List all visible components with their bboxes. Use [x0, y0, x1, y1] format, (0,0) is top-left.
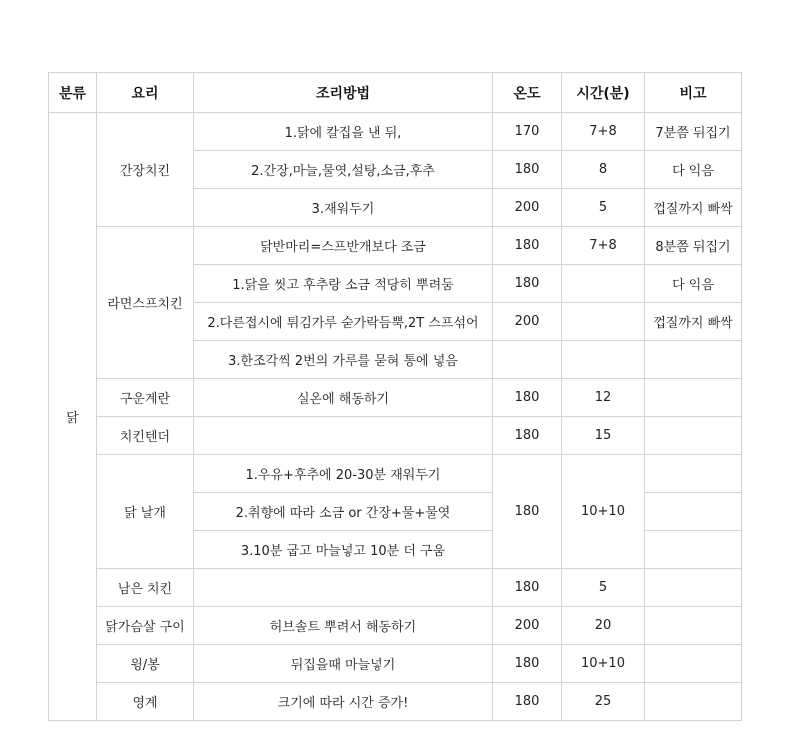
note-cell — [645, 645, 742, 683]
note-cell — [645, 493, 742, 531]
table-row — [49, 227, 742, 265]
note-cell — [645, 683, 742, 721]
temperature-cell: 200 — [493, 303, 562, 341]
note-cell: 다 익음 — [645, 265, 742, 303]
method-cell — [194, 417, 493, 455]
dish-name-cell: 치킨텐더 — [97, 417, 194, 455]
note-cell: 7분쯤 뒤집기 — [645, 113, 742, 151]
dish-name-cell: 닭가슴살 구이 — [97, 607, 194, 645]
temperature-cell: 180 — [493, 379, 562, 417]
note-cell — [645, 379, 742, 417]
note-cell: 다 익음 — [645, 151, 742, 189]
method-cell: 1.우유+후추에 20-30분 재워두기 — [194, 455, 493, 493]
header-temperature: 온도 — [493, 73, 562, 113]
header-dish: 요리 — [97, 73, 194, 113]
table-row — [49, 113, 742, 151]
temperature-cell: 200 — [493, 189, 562, 227]
time-cell: 10+10 — [562, 455, 645, 569]
time-cell: 5 — [562, 569, 645, 607]
dish-name-cell: 남은 치킨 — [97, 569, 194, 607]
time-cell: 15 — [562, 417, 645, 455]
table-row — [49, 417, 742, 455]
temperature-cell: 180 — [493, 683, 562, 721]
temperature-cell: 170 — [493, 113, 562, 151]
category-cell: 닭 — [49, 113, 97, 721]
temperature-cell: 180 — [493, 417, 562, 455]
note-cell: 껍질까지 빠싹 — [645, 189, 742, 227]
table-row — [49, 645, 742, 683]
method-cell — [194, 569, 493, 607]
method-cell: 크기에 따라 시간 증가! — [194, 683, 493, 721]
temperature-cell — [493, 341, 562, 379]
method-cell: 허브솔트 뿌려서 해동하기 — [194, 607, 493, 645]
note-cell — [645, 531, 742, 569]
dish-name-cell: 영계 — [97, 683, 194, 721]
dish-name-cell: 닭 날개 — [97, 455, 194, 569]
time-cell: 20 — [562, 607, 645, 645]
dish-name-cell: 윙/봉 — [97, 645, 194, 683]
temperature-cell: 180 — [493, 569, 562, 607]
method-cell: 닭반마리=스프반개보다 조금 — [194, 227, 493, 265]
method-cell: 실온에 해동하기 — [194, 379, 493, 417]
time-cell — [562, 303, 645, 341]
method-cell: 3.10분 굽고 마늘넣고 10분 더 구움 — [194, 531, 493, 569]
header-note: 비고 — [645, 73, 742, 113]
method-cell: 3.재워두기 — [194, 189, 493, 227]
temperature-cell: 180 — [493, 151, 562, 189]
table-row — [49, 455, 742, 493]
note-cell: 8분쯤 뒤집기 — [645, 227, 742, 265]
time-cell: 25 — [562, 683, 645, 721]
table-row — [49, 569, 742, 607]
time-cell — [562, 341, 645, 379]
method-cell: 1.닭에 칼집을 낸 뒤, — [194, 113, 493, 151]
note-cell — [645, 569, 742, 607]
note-cell — [645, 417, 742, 455]
note-cell — [645, 455, 742, 493]
temperature-cell: 180 — [493, 227, 562, 265]
note-cell: 껍질까지 빠싹 — [645, 303, 742, 341]
method-cell: 1.닭을 씻고 후추랑 소금 적당히 뿌려둠 — [194, 265, 493, 303]
table-header — [49, 73, 742, 113]
dish-name-cell: 구운계란 — [97, 379, 194, 417]
method-cell: 2.다른접시에 튀김가루 숟가락듬뿍,2T 스프섞어 — [194, 303, 493, 341]
table-row — [49, 607, 742, 645]
table-row — [49, 379, 742, 417]
temperature-cell: 200 — [493, 607, 562, 645]
note-cell — [645, 607, 742, 645]
time-cell — [562, 265, 645, 303]
recipe-table — [48, 72, 742, 721]
table-body — [49, 113, 742, 721]
method-cell: 2.취향에 따라 소금 or 간장+물+물엿 — [194, 493, 493, 531]
temperature-cell: 180 — [493, 455, 562, 569]
time-cell: 12 — [562, 379, 645, 417]
table-row — [49, 683, 742, 721]
method-cell: 3.한조각씩 2번의 가루를 묻혀 통에 넣음 — [194, 341, 493, 379]
header-method: 조리방법 — [194, 73, 493, 113]
temperature-cell: 180 — [493, 645, 562, 683]
header-category: 분류 — [49, 73, 97, 113]
time-cell: 7+8 — [562, 113, 645, 151]
header-row — [49, 73, 742, 113]
time-cell: 7+8 — [562, 227, 645, 265]
time-cell: 8 — [562, 151, 645, 189]
dish-name-cell: 라면스프치킨 — [97, 227, 194, 379]
method-cell: 뒤집을때 마늘넣기 — [194, 645, 493, 683]
header-time: 시간(분) — [562, 73, 645, 113]
note-cell — [645, 341, 742, 379]
temperature-cell: 180 — [493, 265, 562, 303]
dish-name-cell: 간장치킨 — [97, 113, 194, 227]
method-cell: 2.간장,마늘,물엿,설탕,소금,후추 — [194, 151, 493, 189]
time-cell: 10+10 — [562, 645, 645, 683]
time-cell: 5 — [562, 189, 645, 227]
